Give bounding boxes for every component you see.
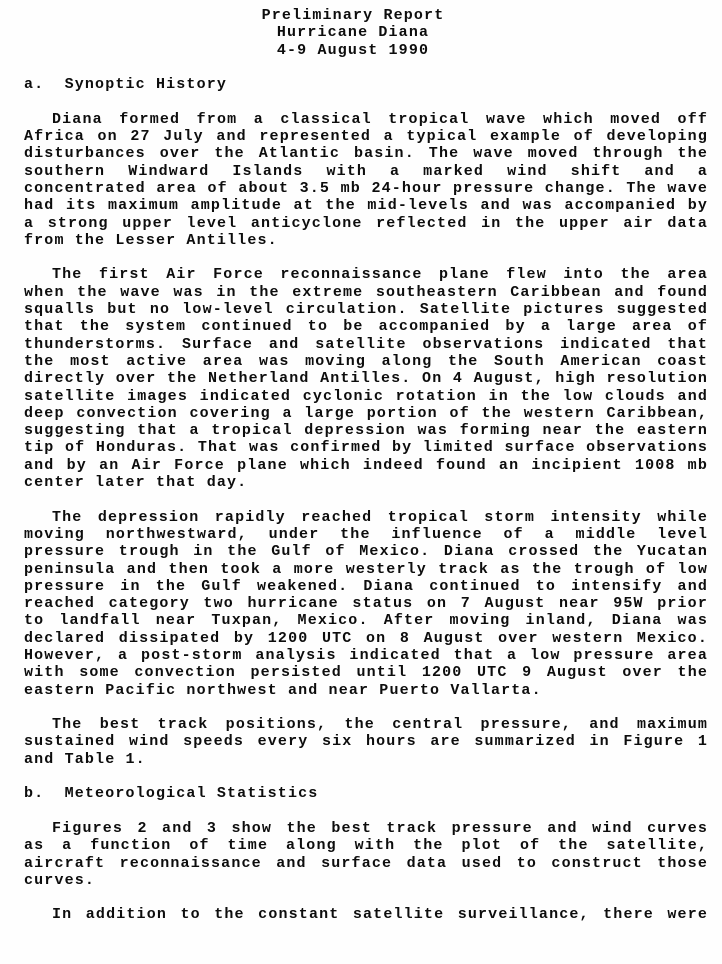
title-block (24, 7, 682, 59)
paragraph-line: southern Windward Islands with a marked wind shift and a (24, 162, 708, 180)
title-line: 4-9 August 1990 (276, 41, 430, 59)
paragraph (24, 509, 708, 699)
paragraph-line: In addition to the constant satellite surveillance, there were (52, 906, 708, 924)
paragraph (24, 716, 708, 768)
paragraph-line: Figures 2 and 3 show the best track pressure and wind curves (52, 819, 708, 837)
paragraph-line: squalls but no low-level circulation. Satellite pictures suggested (24, 301, 708, 319)
paragraph-line: Diana formed from a classical tropical wave which moved off (52, 110, 708, 128)
section-heading: a. Synoptic History (24, 76, 228, 94)
paragraph-line: when the wave was in the extreme southeastern Caribbean and found (24, 283, 708, 301)
paragraph-line: concentrated area of about 3.5 mb 24-hour pressure change. The wave (24, 179, 708, 197)
section-heading: b. Meteorological Statistics (24, 785, 319, 803)
paragraph-line: suggesting that a tropical depression was forming near the eastern (24, 422, 708, 440)
paragraph-line: moving northwestward, under the influence of a middle level (24, 525, 708, 543)
paragraph-line: as a function of time along with the plot of the satellite, (24, 837, 708, 855)
paragraph (24, 111, 708, 249)
paragraph (24, 266, 708, 491)
paragraph-line: Africa on 27 July and represented a typical example of developing (24, 128, 708, 146)
paragraph-line: sustained wind speeds every six hours are summarized in Figure 1 (24, 733, 708, 751)
paragraph-line: pressure in the Gulf weakened. Diana continued to intensify and (24, 577, 708, 595)
paragraph-line: and Table 1. (24, 750, 146, 768)
paragraph-line: deep convection covering a large portion of the western Caribbean, (24, 404, 708, 422)
paragraph-line: However, a post-storm analysis indicated that a low pressure area (24, 646, 708, 664)
paragraph-line: directly over the Netherland Antilles. On 4 August, high resolution (24, 370, 708, 388)
title-line: Hurricane Diana (276, 24, 430, 42)
paragraph-line: had its maximum amplitude at the mid-levels and was accompanied by (24, 197, 708, 215)
paragraph-line: The depression rapidly reached tropical storm intensity while (52, 508, 708, 526)
paragraph-line: a strong upper level anticyclone reflected in the upper air data (24, 214, 708, 232)
paragraph-line: to landfall near Tuxpan, Mexico. After moving inland, Diana was (24, 612, 708, 630)
paragraph (24, 820, 708, 889)
paragraph-line: reached category two hurricane status on 7 August near 95W prior (24, 595, 708, 613)
paragraph-line: declared dissipated by 1200 UTC on 8 August over western Mexico. (24, 629, 708, 647)
paragraph-line: center later that day. (24, 474, 248, 492)
paragraph-line: tip of Honduras. That was confirmed by limited surface observations (24, 439, 708, 457)
paragraph-line: and by an Air Force plane which indeed found an incipient 1008 mb (24, 456, 708, 474)
paragraph-line: aircraft reconnaissance and surface data used to construct those (24, 854, 708, 872)
paragraph-line: the most active area was moving along the South American coast (24, 352, 708, 370)
title-line: Preliminary Report (261, 7, 445, 24)
paragraph-line: satellite images indicated cyclonic rotation in the low clouds and (24, 387, 708, 405)
paragraph (24, 906, 708, 923)
paragraph-line: with some convection persisted until 1200 UTC 9 August over the (24, 664, 708, 682)
document-body (24, 76, 708, 924)
paragraph-line: thunderstorms. Surface and satellite observations indicated that (24, 335, 708, 353)
paragraph-line: eastern Pacific northwest and near Puerto Vallarta. (24, 681, 542, 699)
paragraph-line: that the system continued to be accompanied by a large area of (24, 318, 708, 336)
paragraph-line: peninsula and then took a more westerly track as the trough of low (24, 560, 708, 578)
paragraph-line: disturbances over the Atlantic basin. The wave moved through the (24, 145, 708, 163)
paragraph-line: The best track positions, the central pressure, and maximum (52, 716, 708, 734)
paragraph-line: pressure trough in the Gulf of Mexico. Diana crossed the Yucatan (24, 543, 708, 561)
paragraph-line: curves. (24, 871, 96, 889)
paragraph-line: The first Air Force reconnaissance plane flew into the area (52, 266, 708, 284)
paragraph-line: from the Lesser Antilles. (24, 231, 278, 249)
